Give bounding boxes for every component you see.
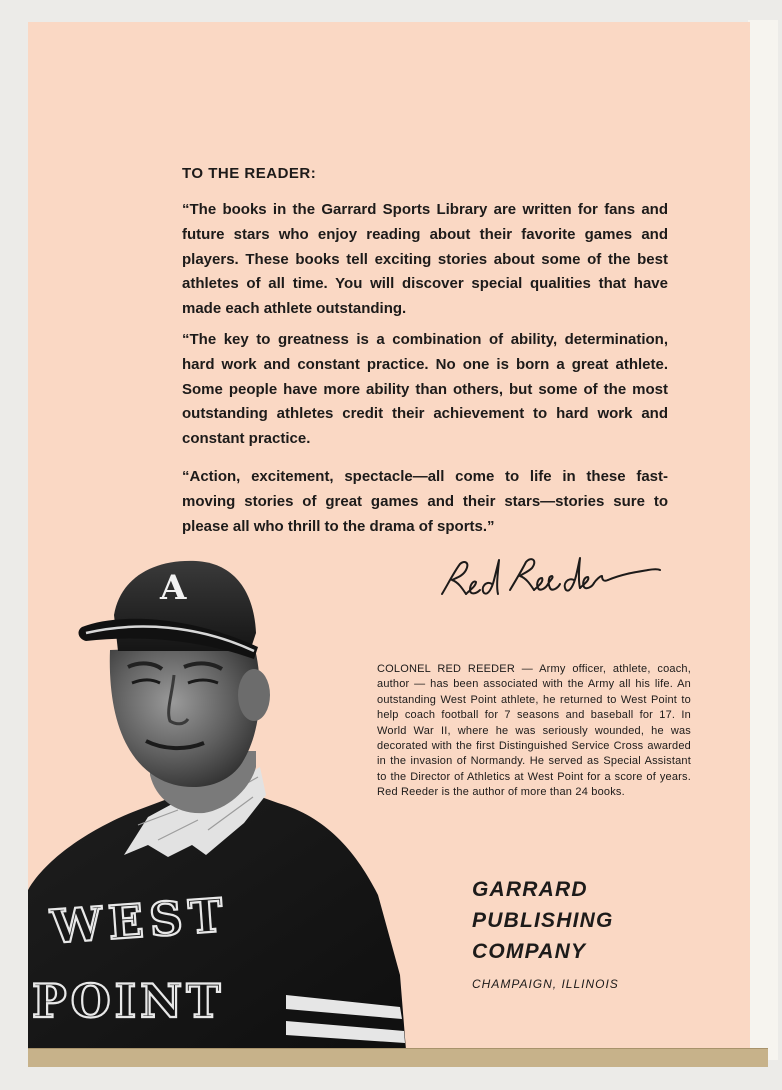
reader-note-paragraph-2: “The key to greatness is a combination of ability, determination, hard work and constant practice. No one is born a great athlete. Some people have more ability than others, but some of the most outstanding athletes credit their achievement to hard work and constant practice.: [182, 331, 668, 448]
publisher-line-3: COMPANY: [472, 940, 587, 963]
publisher-line-1: GARRARD: [472, 878, 588, 901]
publisher-city: CHAMPAIGN, ILLINOIS: [472, 977, 619, 991]
cover-binding-edge: [28, 1048, 768, 1067]
back-board-edge: [748, 20, 778, 1060]
sweater-text-point: POINT: [32, 974, 225, 1028]
author-bio: COLONEL RED REEDER — Army officer, athlete, coach, author — has been associated with the Army all his life. An outstanding West Point athlete, he returned to West Point to help coach football for 7 seasons and baseball for 17. In World War II, where he was seriously wounded, he was decorated with the first Distinguished Service Cross awarded in the invasion of Normandy. He served as Special Assistant to the Director of Athletics at West Point for a score of years. Red Reeder is the author of more than 24 books.: [377, 663, 691, 799]
publisher-name: [472, 874, 614, 967]
sweater-text-west: WEST: [49, 887, 231, 954]
reader-note-paragraph-3: “Action, excitement, spectacle—all come to life in these fast-moving stories of great games and their stars—stories sure to please all who thrill to the drama of sports.”: [182, 468, 668, 535]
reader-note-heading: TO THE READER:: [182, 165, 317, 182]
author-portrait-photo: [28, 555, 406, 1050]
cap-letter: A: [160, 568, 187, 608]
reader-note-paragraph-1: “The books in the Garrard Sports Library are written for fans and future stars who enjoy reading about their favorite games and players. These books tell exciting stories about some of the best athletes of all time. You will discover special qualities that have made each athlete outstanding.: [182, 201, 668, 318]
handwritten-signature: [436, 550, 666, 610]
publisher-line-2: PUBLISHING: [472, 909, 614, 932]
